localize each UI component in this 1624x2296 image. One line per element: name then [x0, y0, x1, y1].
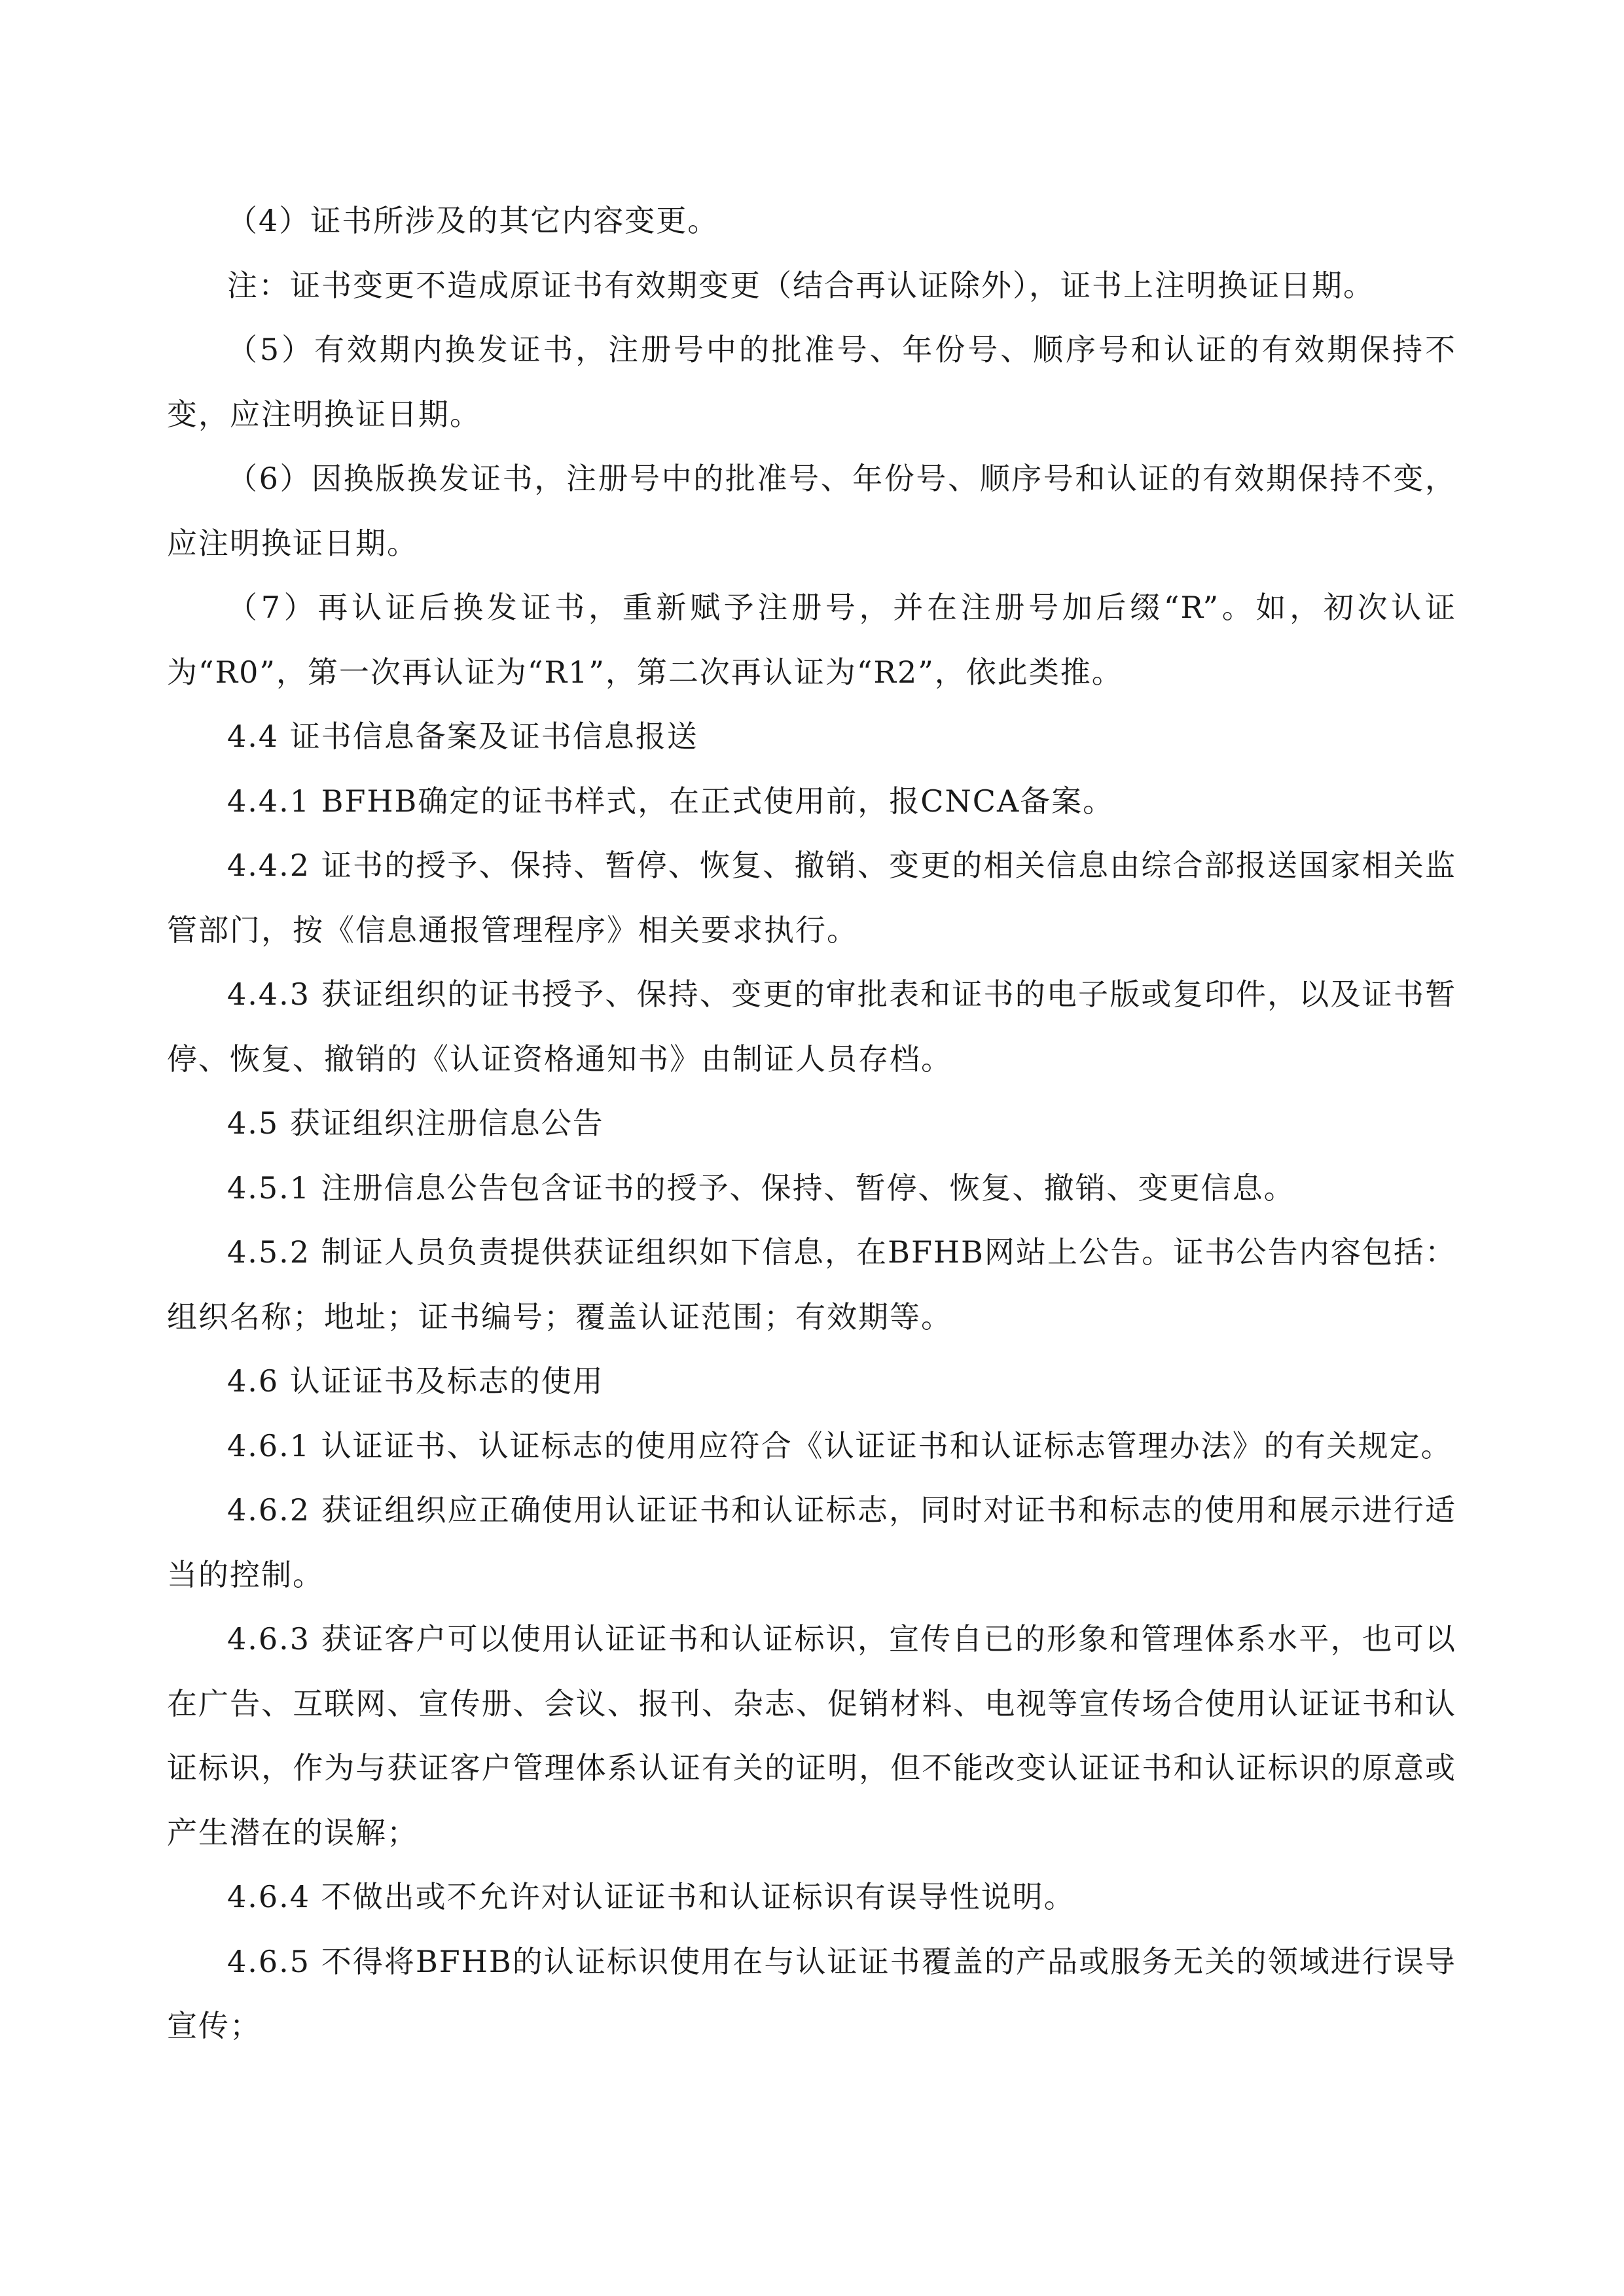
paragraph-4-4-2: 4.4.2 证书的授予、保持、暂停、恢复、撤销、变更的相关信息由综合部报送国家相关监管部门，按《信息通报管理程序》相关要求执行。	[167, 848, 1456, 948]
paragraph-4-5-1: 4.5.1 注册信息公告包含证书的授予、保持、暂停、恢复、撤销、变更信息。	[227, 1170, 1295, 1206]
paragraph-4-5-2: 4.5.2 制证人员负责提供获证组织如下信息，在BFHB网站上公告。证书公告内容包括：组织名称；地址；证书编号；覆盖认证范围；有效期等。	[167, 1234, 1456, 1335]
section-heading-4-4: 4.4 证书信息备案及证书信息报送	[227, 719, 698, 754]
section-heading-4-6: 4.6 认证证书及标志的使用	[227, 1363, 604, 1399]
section-heading-4-5: 4.5 获证组织注册信息公告	[227, 1105, 604, 1141]
paragraph-4-6-3: 4.6.3 获证客户可以使用认证证书和认证标识，宣传自已的形象和管理体系水平，也可以在广告、互联网、宣传册、会议、报刊、杂志、促销材料、电视等宣传场合使用认证证书和认证标识，作为与获证客户管理体系认证有关的证明，但不能改变认证证书和认证标识的原意或产生潜在的误解；	[167, 1621, 1456, 1850]
paragraph-4-4-1: 4.4.1 BFHB确定的证书样式，在正式使用前，报CNCA备案。	[227, 783, 1115, 819]
document-body	[167, 188, 1456, 2058]
paragraph-4-6-2: 4.6.2 获证组织应正确使用认证证书和认证标志，同时对证书和标志的使用和展示进行适当的控制。	[167, 1492, 1456, 1592]
paragraph-4-4-3: 4.4.3 获证组织的证书授予、保持、变更的审批表和证书的电子版或复印件，以及证书暂停、恢复、撤销的《认证资格通知书》由制证人员存档。	[167, 977, 1456, 1077]
paragraph-4-other-changes: （4）证书所涉及的其它内容变更。	[227, 203, 719, 238]
paragraph-4-6-4: 4.6.4 不做出或不允许对认证证书和认证标识有误导性说明。	[227, 1879, 1075, 1914]
paragraph-6-version-reissue: （6）因换版换发证书，注册号中的批准号、年份号、顺序号和认证的有效期保持不变，应注明换证日期。	[167, 461, 1456, 561]
paragraph-4-6-1: 4.6.1 认证证书、认证标志的使用应符合《认证证书和认证标志管理办法》的有关规定。	[227, 1427, 1453, 1463]
paragraph-5-reissue-in-validity: （5）有效期内换发证书，注册号中的批准号、年份号、顺序号和认证的有效期保持不变，应注明换证日期。	[167, 332, 1456, 432]
paragraph-4-6-5: 4.6.5 不得将BFHB的认证标识使用在与认证证书覆盖的产品或服务无关的领域进行误导宣传；	[167, 1943, 1456, 2043]
paragraph-note: 注：证书变更不造成原证书有效期变更（结合再认证除外），证书上注明换证日期。	[227, 267, 1375, 303]
paragraph-7-recertification: （7）再认证后换发证书，重新赋予注册号，并在注册号加后缀“R”。如，初次认证为“R0”，第一次再认证为“R1”，第二次再认证为“R2”，依此类推。	[167, 590, 1456, 690]
